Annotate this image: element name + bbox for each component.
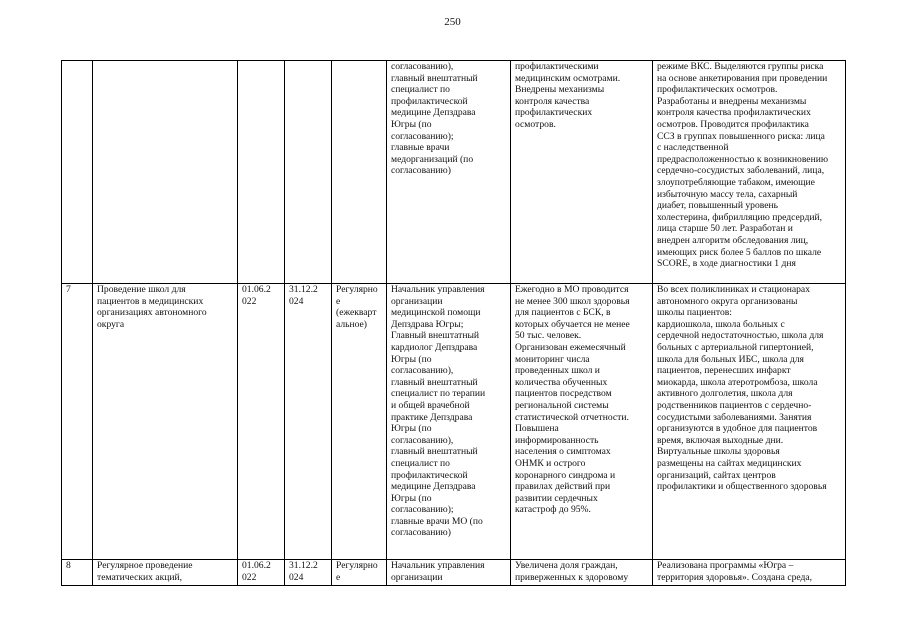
cell-end-date: 31.12.2 024 xyxy=(285,284,332,560)
table-row xyxy=(62,560,846,586)
table-row xyxy=(62,61,846,284)
cell-event xyxy=(93,61,238,284)
cell-report: Реализована программы «Югра – территория здоровья». Создана среда, xyxy=(653,560,846,586)
cell-start-date xyxy=(238,61,285,284)
cell-responsible: согласованию), главный внештатный специалист по профилактической медицине Депздрава Югры (по согласованию); главные врачи медорганизаций (по согласованию) xyxy=(387,61,511,284)
cell-report: Во всех поликлиниках и стационарах автономного округа организованы школы пациентов: кардиошкола, школа больных с сердечной недостаточностью, школа для больных с артериальной гипертонией, школа для больных ИБС, школа для пациентов, перенесших инфаркт миокарда, школа атеротромбоза, школа активного долголетия, школа для родственников пациентов с сердечно- сосудистыми заболеваниями. Занятия организуются в удобное для пациентов время, включая выходные дни. Виртуальные школы здоровья размещены на сайтах медицинских организаций, сайтах центров профилактики и общественного здоровья xyxy=(653,284,846,560)
cell-responsible: Начальник управления организации xyxy=(387,560,511,586)
cell-number: 7 xyxy=(62,284,93,560)
cell-start-date: 01.06.2 022 xyxy=(238,284,285,560)
cell-end-date xyxy=(285,61,332,284)
cell-frequency: Регулярно е (ежекварт альное) xyxy=(332,284,387,560)
cell-frequency xyxy=(332,61,387,284)
cell-number xyxy=(62,61,93,284)
cell-expected-result: Ежегодно в МО проводится не менее 300 школ здоровья для пациентов с БСК, в которых обучается не менее 50 тыс. человек. Организован ежемесячный мониторинг числа проведенных школ и количества обученных пациентов посредством региональной системы статистической отчетности. Повышена информированность населения о симптомах ОНМК и острого коронарного синдрома и правилах действий при развитии сердечных катастроф до 95%. xyxy=(511,284,653,560)
cell-number: 8 xyxy=(62,560,93,586)
cell-start-date: 01.06.2 022 xyxy=(238,560,285,586)
page-number: 250 xyxy=(444,16,461,28)
cell-expected-result: профилактическими медицинским осмотрами. Внедрены механизмы контроля качества профилактических осмотров. xyxy=(511,61,653,284)
cell-event: Проведение школ для пациентов в медицинских организациях автономного округа xyxy=(93,284,238,560)
cell-frequency: Регулярно е xyxy=(332,560,387,586)
cell-event: Регулярное проведение тематических акций, xyxy=(93,560,238,586)
cell-end-date: 31.12.2 024 xyxy=(285,560,332,586)
plan-table xyxy=(61,60,846,586)
cell-report: режиме ВКС. Выделяются группы риска на основе анкетирования при проведении профилактических осмотров. Разработаны и внедрены механизмы контроля качества профилактических осмотров. Проводится профилактика ССЗ в группах повышенного риска: лица с наследственной предрасположенностью к возникновению сердечно-сосудистых заболеваний, лица, злоупотребляющие табаком, имеющие избыточную массу тела, сахарный диабет, повышенный уровень холестерина, фибрилляцию предсердий, лица старше 50 лет. Разработан и внедрен алгоритм обследования лиц, имеющих риск более 5 баллов по шкале SCORE, в ходе диагностики 1 дня xyxy=(653,61,846,284)
cell-expected-result: Увеличена доля граждан, приверженных к здоровому xyxy=(511,560,653,586)
cell-responsible: Начальник управления организации медицинской помощи Депздрава Югры; Главный внештатный кардиолог Депздрава Югры (по согласованию), главный внештатный специалист по терапии и общей врачебной практике Депздрава Югры (по согласованию), главный внештатный специалист по профилактической медицине Депздрава Югры (по согласованию); главные врачи МО (по согласованию) xyxy=(387,284,511,560)
table-row xyxy=(62,284,846,560)
